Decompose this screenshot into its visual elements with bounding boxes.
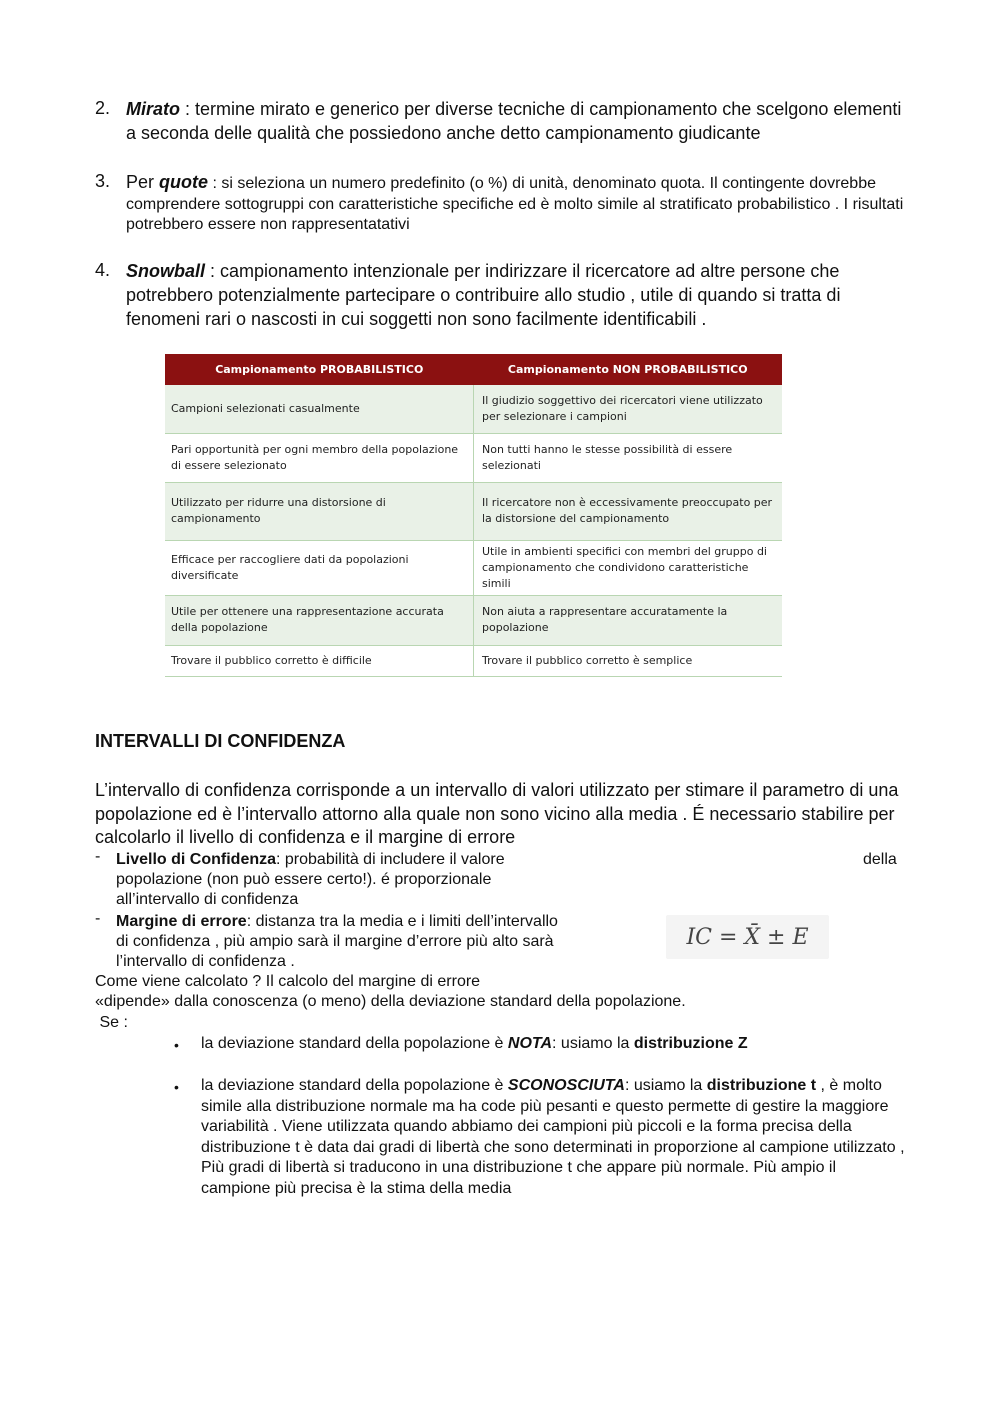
bullet-unknown-sd	[201, 1076, 906, 1199]
table-cell: Utilizzato per ridurre una distorsione di campionamento	[165, 482, 474, 540]
header-probabilistic: Campionamento PROBABILISTICO	[165, 354, 474, 385]
term-margin-of-error: Margine di errore	[116, 913, 247, 930]
table-cell: Pari opportunità per ogni membro della popolazione di essere selezionato	[165, 433, 474, 482]
dash-marker: -	[95, 848, 101, 865]
bullet-marker: •	[174, 1079, 179, 1095]
list-number-2: 2.	[95, 98, 111, 118]
list-item-quote	[126, 172, 916, 236]
list-number-3: 3.	[95, 171, 111, 191]
table-cell: Il giudizio soggettivo dei ricercatori viene utilizzato per selezionare i campioni	[474, 385, 783, 433]
table-row	[165, 645, 782, 676]
term-confidence-level: Livello di Confidenza	[116, 851, 277, 868]
table-cell: Non tutti hanno le stesse possibilità di essere selezionati	[474, 433, 783, 482]
table-cell: Trovare il pubblico corretto è difficile	[165, 645, 474, 676]
list-item-snowball	[126, 259, 916, 331]
known-label: NOTA	[507, 1035, 553, 1052]
table-row	[165, 482, 782, 540]
table-row	[165, 433, 782, 482]
table-cell: Il ricercatore non è eccessivamente preoccupato per la distorsione del campionamento	[474, 482, 783, 540]
t-distribution-label: distribuzione t	[706, 1077, 817, 1094]
calc-depends: «dipende» dalla conoscenza (o meno) della deviazione standard della popolazione.	[95, 993, 686, 1010]
table-header-row	[165, 354, 782, 385]
table-cell: Campioni selezionati casualmente	[165, 385, 474, 433]
confidence-intro: L’intervallo di confidenza corrisponde a un intervallo di valori utilizzato per stimare il parametro di una popolazione ed è l’intervallo attorno alla quale non sono vicino alla media . É necessario stabilire per calcolarlo il livello di confidenza e il margine di errore	[95, 780, 899, 847]
margin-of-error-definition	[116, 912, 566, 972]
table-row	[165, 540, 782, 595]
term-quote: quote	[159, 172, 209, 192]
margin-of-error-text: : distanza tra la media e i limiti dell’intervallo di confidenza , più ampio sarà il margine d’errore più alto sarà l’intervallo di confidenza .	[116, 913, 558, 970]
t-distribution-explanation: , è molto simile alla distribuzione normale ma ha code più pesanti e questo permette di gestire la maggiore variabilità . Viene utilizzata quando abbiamo dei campioni più piccoli e la forma precisa della distribuzione t è data dai gradi di libertà che sono determinati in proporzione al campione utilizzato , Più gradi di libertà si traducono in una distribuzione t che appare più normale. Più ampio il campione più precisa è la stima della media	[201, 1077, 905, 1197]
se-label: Se :	[95, 1014, 128, 1031]
term-snowball: Snowball	[126, 261, 206, 281]
table-cell: Utile per ottenere una rappresentazione accurata della popolazione	[165, 595, 474, 645]
section-title: INTERVALLI DI CONFIDENZA	[95, 731, 346, 751]
z-distribution-label: distribuzione Z	[633, 1035, 748, 1052]
bullet-known-sd-mid: : usiamo la	[552, 1035, 634, 1052]
bullet-unknown-sd-prefix: la deviazione standard della popolazione è	[201, 1077, 508, 1094]
confidence-interval-formula: IC = X̄ ± E	[666, 915, 829, 959]
sampling-comparison-table	[165, 354, 782, 677]
calc-question: Come viene calcolato ? Il calcolo del margine di errore	[95, 973, 481, 990]
bullet-known-sd	[201, 1034, 906, 1055]
bullet-known-sd-prefix: la deviazione standard della popolazione è	[201, 1035, 508, 1052]
della-text: della	[863, 851, 897, 868]
table-cell: Efficace per raccogliere dati da popolazioni diversificate	[165, 540, 474, 595]
quote-prefix: Per	[126, 172, 160, 192]
table-row	[165, 385, 782, 433]
list-number-4: 4.	[95, 260, 111, 280]
unknown-label: SCONOSCIUTA	[507, 1077, 625, 1094]
mirato-description: : termine mirato e generico per diverse tecniche di campionamento che scelgono elementi a seconda delle qualità che possiedono anche detto campionamento giudicante	[126, 99, 902, 143]
table-cell: Non aiuta a rappresentare accuratamente la popolazione	[474, 595, 783, 645]
quote-description: : si seleziona un numero predefinito (o %) di unità, denominato quota. Il contingente dovrebbe comprendere sottogruppi con caratteristiche specifiche ed è molto simile al stratificato probabilistico . I risultati potrebbero essere non rappresentatativi	[126, 175, 904, 233]
bullet-unknown-sd-mid: : usiamo la	[624, 1077, 707, 1094]
confidence-level-text: : probabilità di includere il valore popolazione (non può essere certo!). é proporzionale all’intervallo di confidenza	[116, 851, 505, 908]
snowball-description: : campionamento intenzionale per indirizzare il ricercatore ad altre persone che potrebbero potenzialmente partecipare o contribuire allo studio , utile di quando si tratta di fenomeni rari o nascosti in cui soggetti non sono facilmente identificabili .	[126, 261, 841, 329]
table-cell: Trovare il pubblico corretto è semplice	[474, 645, 783, 676]
header-non-probabilistic: Campionamento NON PROBABILISTICO	[474, 354, 783, 385]
table-cell: Utile in ambienti specifici con membri del gruppo di campionamento che condividono caratteristiche simili	[474, 540, 783, 595]
list-item-mirato	[126, 97, 916, 145]
dash-marker: -	[95, 910, 101, 927]
confidence-level-definition	[116, 850, 576, 910]
table-row	[165, 595, 782, 645]
bullet-marker: •	[174, 1037, 179, 1053]
term-mirato: Mirato	[126, 99, 180, 119]
